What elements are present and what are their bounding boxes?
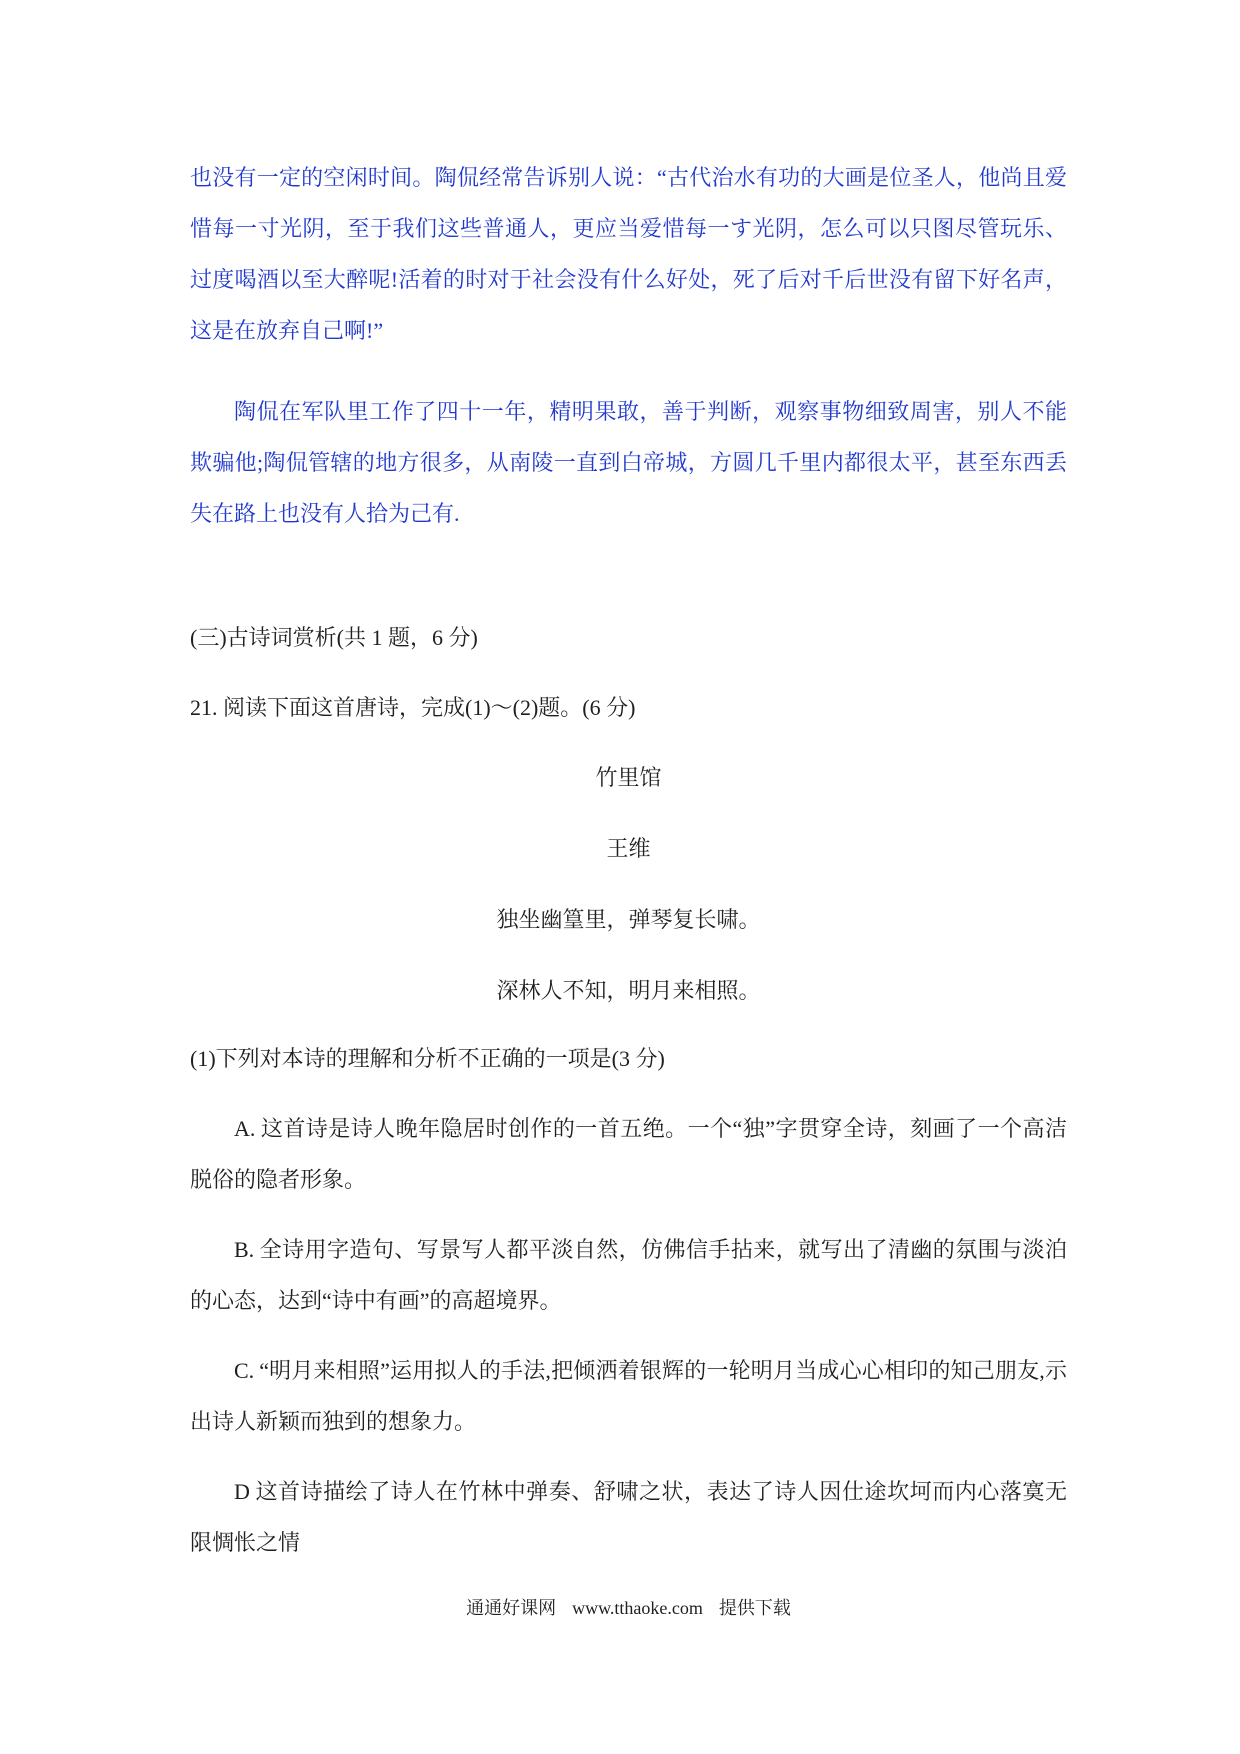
footer-note: 提供下载 (718, 1598, 791, 1618)
option-c-label: C. (234, 1358, 255, 1383)
option-a-text: 这首诗是诗人晚年隐居时创作的一首五绝。一个“独”字贯穿全诗，刻画了一个高洁脱俗的隐者形象。 (190, 1116, 1067, 1192)
translation-paragraph-2: 陶侃在军队里工作了四十一年，精明果敢，善于判断，观察事物细致周害，别人不能欺骗他;陶侃管辖的地方很多，从南陵一直到白帝城，方圆几千里内都很太平，甚至东西丢失在路上也没有人拾为己有. (190, 399, 1067, 526)
footer-url: www.tthaoke.com (572, 1598, 703, 1618)
option-d-text: 这首诗描绘了诗人在竹林中弹奏、舒啸之状，表达了诗人因仕途坎坷而内心落寞无限惆怅之情 (190, 1479, 1067, 1555)
option-a-label: A. (234, 1116, 256, 1141)
option-d (190, 1466, 1067, 1568)
poem-title: 竹里馆 (595, 765, 662, 790)
translation-paragraph-1: 也没有一定的空闲时间。陶侃经常告诉别人说：“古代治水有功的大画是位圣人，他尚且爱惜每一寸光阴，至于我们这些普通人，更应当爱惜每一す光阴，怎么可以只图尽管玩乐、过度喝酒以至大醉呢!活着的时对于社会没有什么好处，死了后对千后世没有留下好名声，这是在放弃自己啊!” (190, 165, 1067, 343)
option-c-text: “明月来相照”运用拟人的手法,把倾洒着银辉的一轮明月当成心心相印的知己朋友,示出诗人新颖而独到的想象力。 (190, 1358, 1067, 1434)
poem-line-2: 深林人不知，明月来相照。 (496, 978, 761, 1003)
option-a (190, 1103, 1067, 1205)
option-b-label: B. (234, 1237, 255, 1262)
sub-question-1-stem: (1)下列对本诗的理解和分析不正确的一项是(3 分) (190, 1046, 665, 1071)
question-21-intro: 21. 阅读下面这首唐诗，完成(1)～(2)题。(6 分) (190, 695, 636, 720)
page-footer (190, 1596, 1067, 1620)
poem-line-1: 独坐幽篁里，弹琴复长啸。 (496, 907, 761, 932)
section-heading: (三)古诗词赏析(共 1 题，6 分) (190, 625, 478, 650)
option-b (190, 1224, 1067, 1326)
option-d-label: D (234, 1479, 250, 1504)
poem-author: 王维 (606, 836, 651, 861)
footer-site-name: 通通好课网 (466, 1598, 557, 1618)
document-content (190, 152, 1067, 1568)
option-b-text: 全诗用字造句、写景写人都平淡自然，仿佛信手拈来，就写出了清幽的氛围与淡泊的心态，达到“诗中有画”的高超境界。 (190, 1237, 1067, 1313)
option-c (190, 1345, 1067, 1447)
